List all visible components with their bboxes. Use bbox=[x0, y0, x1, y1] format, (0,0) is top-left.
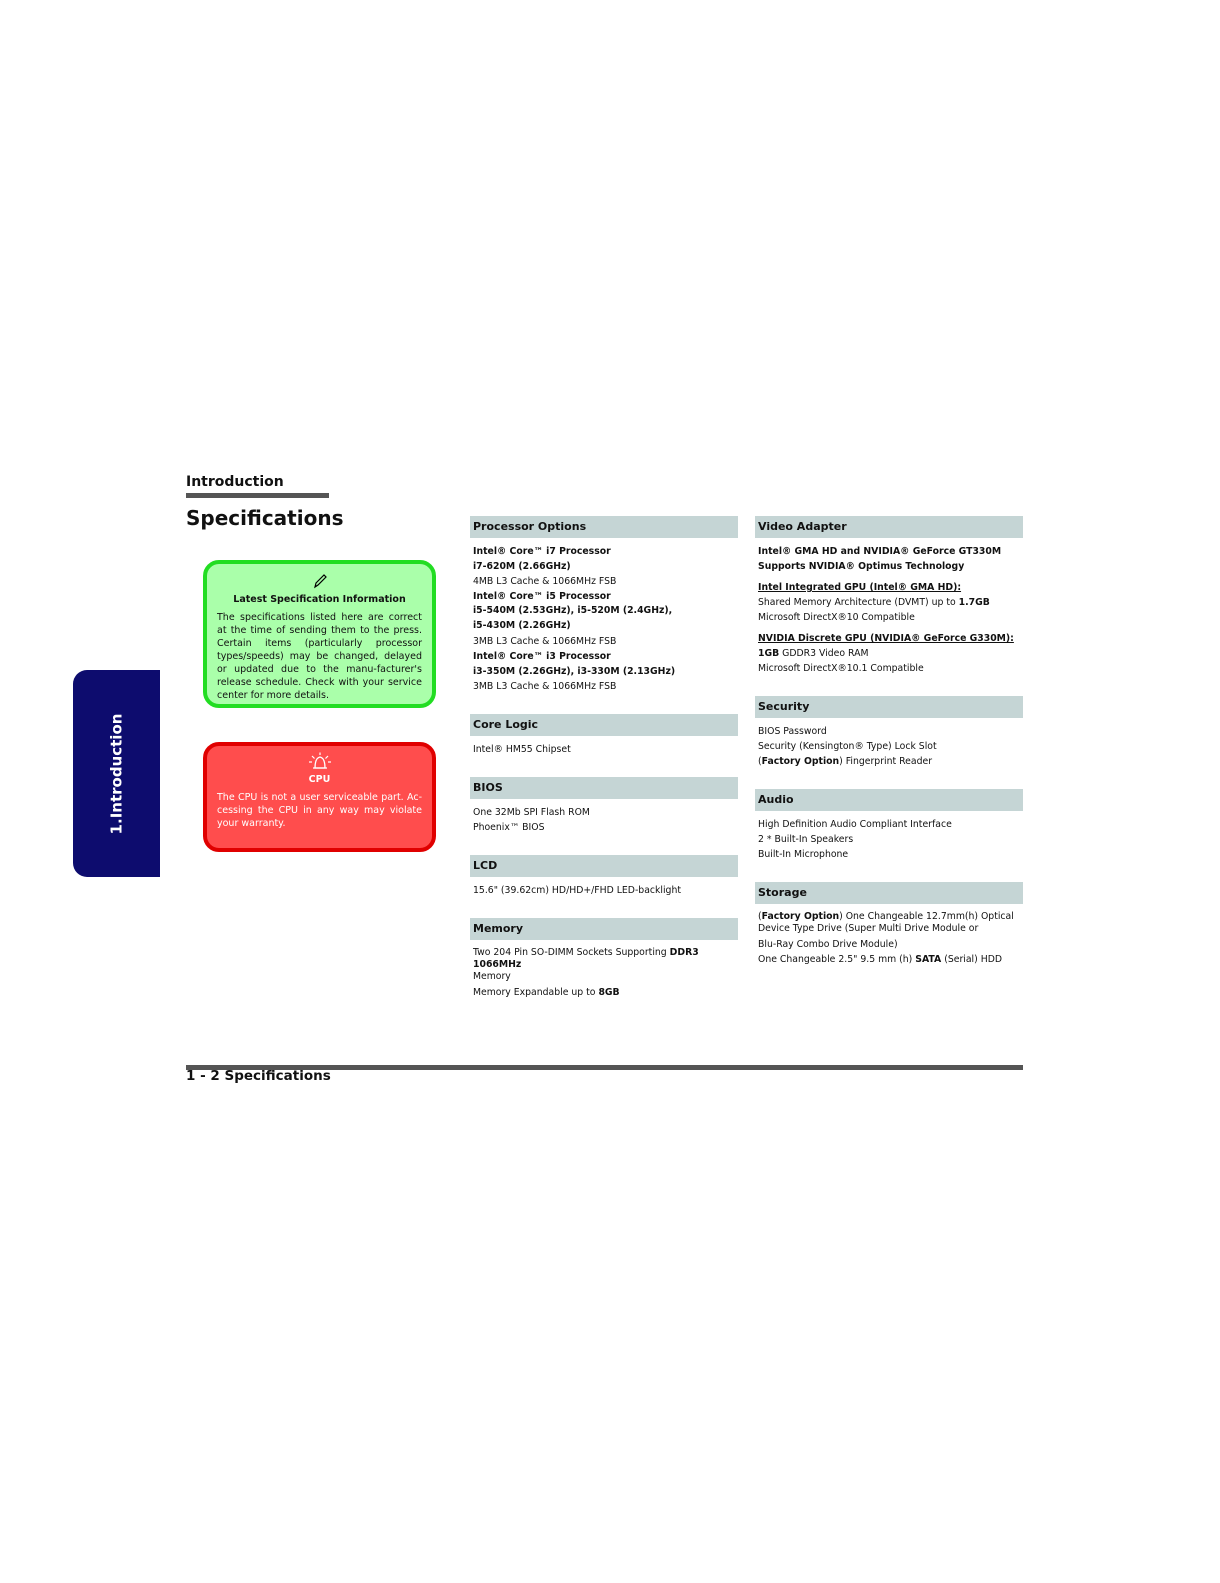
lcd-panel: 15.6" (39.62cm) HD/HD+/FHD LED-backlight bbox=[473, 885, 681, 896]
memory-section bbox=[470, 918, 738, 1000]
optical-drive-modules: Blu-Ray Combo Drive Module) bbox=[758, 939, 898, 950]
audio-section bbox=[755, 789, 1023, 862]
lcd-section bbox=[470, 855, 738, 898]
nvidia-gpu-directx: Microsoft DirectX®10.1 Compatible bbox=[758, 663, 924, 674]
audio-heading: Audio bbox=[755, 789, 1023, 811]
core-logic-heading: Core Logic bbox=[470, 714, 738, 736]
spec-column-right bbox=[755, 516, 1023, 987]
processor-section bbox=[470, 516, 738, 694]
bios-heading: BIOS bbox=[470, 777, 738, 799]
section-label: Introduction bbox=[186, 474, 284, 490]
video-section bbox=[755, 516, 1023, 676]
processor-heading: Processor Options bbox=[470, 516, 738, 538]
note-title: Latest Specification Information bbox=[233, 594, 406, 605]
i5-cache: 3MB L3 Cache & 1066MHz FSB bbox=[473, 636, 617, 647]
nvidia-gpu-heading: NVIDIA Discrete GPU (NVIDIA® GeForce G330M): bbox=[758, 633, 1014, 644]
video-line1: Intel® GMA HD and NVIDIA® GeForce GT330M bbox=[758, 546, 1002, 557]
audio-mic: Built-In Microphone bbox=[758, 849, 849, 860]
storage-section bbox=[755, 882, 1023, 967]
warning-title: CPU bbox=[308, 774, 331, 785]
bios-rom: One 32Mb SPI Flash ROM bbox=[473, 807, 590, 818]
security-section bbox=[755, 696, 1023, 769]
storage-heading: Storage bbox=[755, 882, 1023, 904]
memory-expand: Memory Expandable up to 8GB bbox=[473, 987, 620, 998]
page-title: Specifications bbox=[186, 506, 344, 530]
i7-model: i7-620M (2.66GHz) bbox=[473, 561, 571, 572]
i5-label: Intel® Core™ i5 Processor bbox=[473, 591, 611, 602]
memory-sockets: Two 204 Pin SO-DIMM Sockets Supporting DDR3 1066MHz Memory bbox=[473, 947, 699, 982]
bios-password: BIOS Password bbox=[758, 726, 827, 737]
bios-section bbox=[470, 777, 738, 835]
memory-heading: Memory bbox=[470, 918, 738, 940]
note-text: The specifications listed here are correct at the time of sending them to the press. Certain items (particularly processor types/speeds) may be changed, delayed or updated due to the manu-facturer's release schedule. Check with your service center for more details. bbox=[217, 612, 422, 701]
optical-drive: (Factory Option) One Changeable 12.7mm(h) Optical Device Type Drive (Super Multi Drive Module or bbox=[758, 911, 1014, 934]
i3-label: Intel® Core™ i3 Processor bbox=[473, 651, 611, 662]
i5-models-b: i5-430M (2.26GHz) bbox=[473, 620, 571, 631]
lock-slot: Security (Kensington® Type) Lock Slot bbox=[758, 741, 937, 752]
core-logic-section bbox=[470, 714, 738, 757]
intel-gpu-heading: Intel Integrated GPU (Intel® GMA HD): bbox=[758, 582, 962, 593]
i5-models-a: i5-540M (2.53GHz), i5-520M (2.4GHz), bbox=[473, 605, 673, 616]
warning-box bbox=[203, 742, 436, 852]
lcd-heading: LCD bbox=[470, 855, 738, 877]
security-heading: Security bbox=[755, 696, 1023, 718]
header-rule bbox=[186, 493, 329, 498]
nvidia-gpu-memory: 1GB GDDR3 Video RAM bbox=[758, 648, 869, 659]
audio-interface: High Definition Audio Compliant Interface bbox=[758, 819, 952, 830]
video-heading: Video Adapter bbox=[755, 516, 1023, 538]
chapter-side-tab[interactable] bbox=[73, 670, 160, 877]
hdd: One Changeable 2.5" 9.5 mm (h) SATA (Serial) HDD bbox=[758, 954, 1003, 965]
i3-cache: 3MB L3 Cache & 1066MHz FSB bbox=[473, 681, 617, 692]
page-footer: 1 - 2 Specifications bbox=[186, 1068, 331, 1084]
pen-icon bbox=[217, 572, 422, 592]
i7-cache: 4MB L3 Cache & 1066MHz FSB bbox=[473, 576, 617, 587]
note-box bbox=[203, 560, 436, 708]
bios-vendor: Phoenix™ BIOS bbox=[473, 822, 545, 833]
spec-column-left bbox=[470, 516, 738, 1020]
side-tab-label: 1.Introduction bbox=[107, 713, 126, 834]
intel-gpu-memory: Shared Memory Architecture (DVMT) up to 1.7GB bbox=[758, 597, 990, 608]
audio-speakers: 2 * Built-In Speakers bbox=[758, 834, 854, 845]
warning-bang-icon bbox=[217, 752, 422, 772]
i7-label: Intel® Core™ i7 Processor bbox=[473, 546, 611, 557]
warning-text: The CPU is not a user serviceable part. Ac-cessing the CPU in any way may violate your warranty. bbox=[217, 792, 422, 829]
intel-gpu-directx: Microsoft DirectX®10 Compatible bbox=[758, 612, 915, 623]
fingerprint-reader: (Factory Option) Fingerprint Reader bbox=[758, 756, 933, 767]
chipset: Intel® HM55 Chipset bbox=[473, 744, 571, 755]
i3-models: i3-350M (2.26GHz), i3-330M (2.13GHz) bbox=[473, 666, 676, 677]
video-line2: Supports NVIDIA® Optimus Technology bbox=[758, 561, 965, 572]
